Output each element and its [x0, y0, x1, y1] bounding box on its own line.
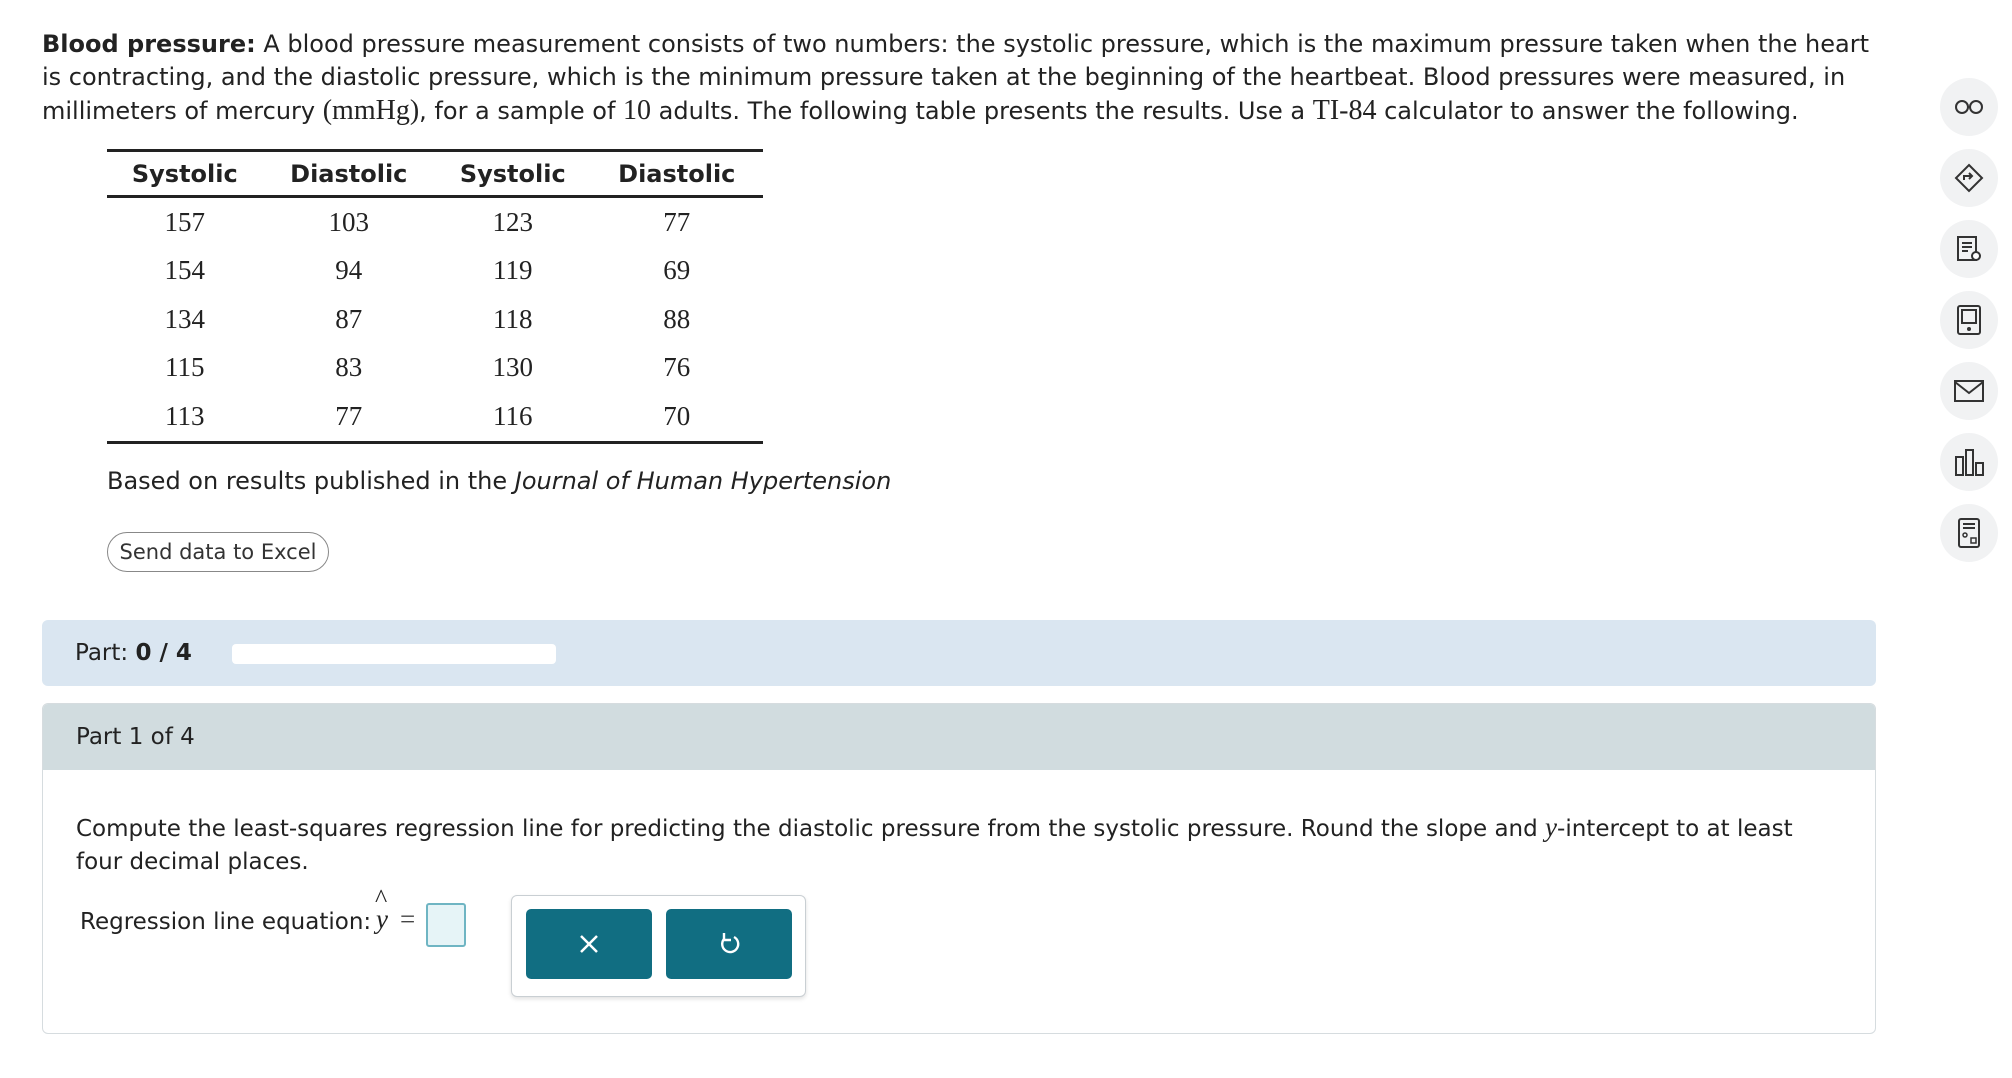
table-header-row	[107, 151, 763, 197]
table-row	[107, 344, 763, 393]
table-cell: 77	[663, 206, 691, 237]
intro-title: Blood pressure:	[42, 30, 256, 58]
answer-input[interactable]	[426, 903, 466, 947]
ebook-icon	[1955, 304, 1983, 336]
problem-intro	[42, 28, 1872, 128]
table-row	[107, 392, 763, 442]
question-variable: y	[1545, 812, 1558, 842]
blood-pressure-table	[107, 149, 763, 444]
table-cell: 70	[591, 392, 763, 442]
equals-sign: =	[400, 904, 416, 934]
table-cell: 115	[165, 352, 205, 383]
table-cell: 116	[435, 392, 591, 442]
column-header: Diastolic	[263, 151, 435, 197]
table-cell: 123	[492, 206, 534, 237]
source-prefix: Based on results published in the	[107, 467, 515, 495]
message-button[interactable]	[1940, 362, 1998, 420]
part-progress-bar	[42, 620, 1876, 686]
signpost-icon	[1954, 163, 1984, 193]
hat-accent: ^	[375, 884, 388, 913]
question-text	[76, 811, 1846, 879]
sample-count: 10	[623, 95, 652, 126]
mail-icon	[1953, 379, 1985, 403]
undo-button[interactable]	[666, 909, 792, 979]
table-row	[107, 197, 763, 247]
table-cell: 103	[328, 206, 370, 237]
table-cell: 119	[493, 255, 533, 286]
y-variable: y	[376, 904, 388, 934]
question-text-a: Compute the least-squares regression line for predicting the diastolic pressure from the systolic pressure. Round the slope and	[76, 816, 1546, 842]
send-to-excel-button[interactable]: Send data to Excel	[107, 532, 329, 572]
part-progress-value: 0 / 4	[135, 640, 192, 666]
table-cell: 157	[164, 206, 206, 237]
accessibility-button[interactable]	[1940, 78, 1998, 136]
calculator-button[interactable]	[1940, 504, 1998, 562]
undo-icon	[716, 931, 742, 957]
answer-tool-panel	[511, 895, 806, 997]
table-row	[107, 295, 763, 344]
table-row	[107, 247, 763, 296]
notes-button[interactable]	[1940, 220, 1998, 278]
column-header: Diastolic	[591, 151, 763, 197]
table-cell: 113	[107, 392, 263, 442]
part-header: Part 1 of 4	[43, 704, 1875, 770]
intro-text-2: , for a sample of	[419, 97, 624, 125]
table-cell: 69	[663, 255, 691, 286]
table-cell: 76	[663, 352, 691, 383]
data-source-note	[107, 467, 891, 495]
column-header: Systolic	[435, 151, 591, 197]
part-label-prefix: Part:	[75, 640, 136, 666]
table-cell: 87	[335, 303, 363, 334]
unit-label: (mmHg)	[322, 95, 420, 126]
column-header: Systolic	[107, 151, 263, 197]
journal-name: Journal of Human Hypertension	[514, 467, 892, 495]
table-cell: 134	[164, 303, 206, 334]
data-chart-button[interactable]	[1940, 433, 1998, 491]
notes-icon	[1955, 234, 1983, 264]
intro-text-4: calculator to answer the following.	[1376, 97, 1799, 125]
intro-text-3: adults. The following table presents the results. Use a	[651, 97, 1313, 125]
guided-solution-button[interactable]	[1940, 149, 1998, 207]
table-cell: 154	[164, 255, 206, 286]
table-cell: 77	[263, 392, 435, 442]
glasses-icon	[1954, 99, 1984, 115]
table-cell: 130	[492, 352, 534, 383]
intro-text-1: A blood pressure measurement consists of two numbers: the systolic pressure, which is the maximum pressure taken when the heart is contracting, and the diastolic pressure, which is the minimum pressure taken at the beginning of the heartbeat. Blood pressures were measured, in millimeters of mercury	[42, 30, 1869, 125]
chart-icon	[1953, 447, 1985, 477]
table-cell: 83	[335, 352, 363, 383]
calculator-icon	[1956, 517, 1982, 549]
close-icon	[577, 932, 601, 956]
y-hat-symbol	[375, 884, 388, 935]
equation-label: Regression line equation:	[80, 909, 372, 935]
part-card	[42, 703, 1876, 1034]
ebook-button[interactable]	[1940, 291, 1998, 349]
table-cell: 88	[663, 303, 691, 334]
clear-button[interactable]	[526, 909, 652, 979]
part-progress-label	[75, 640, 192, 666]
calculator-name: TI-84	[1312, 95, 1377, 126]
table-cell: 94	[335, 255, 363, 286]
progress-track	[232, 644, 556, 664]
question-text-b: -intercept to at least four decimal places.	[76, 816, 1793, 875]
table-cell: 118	[493, 303, 533, 334]
